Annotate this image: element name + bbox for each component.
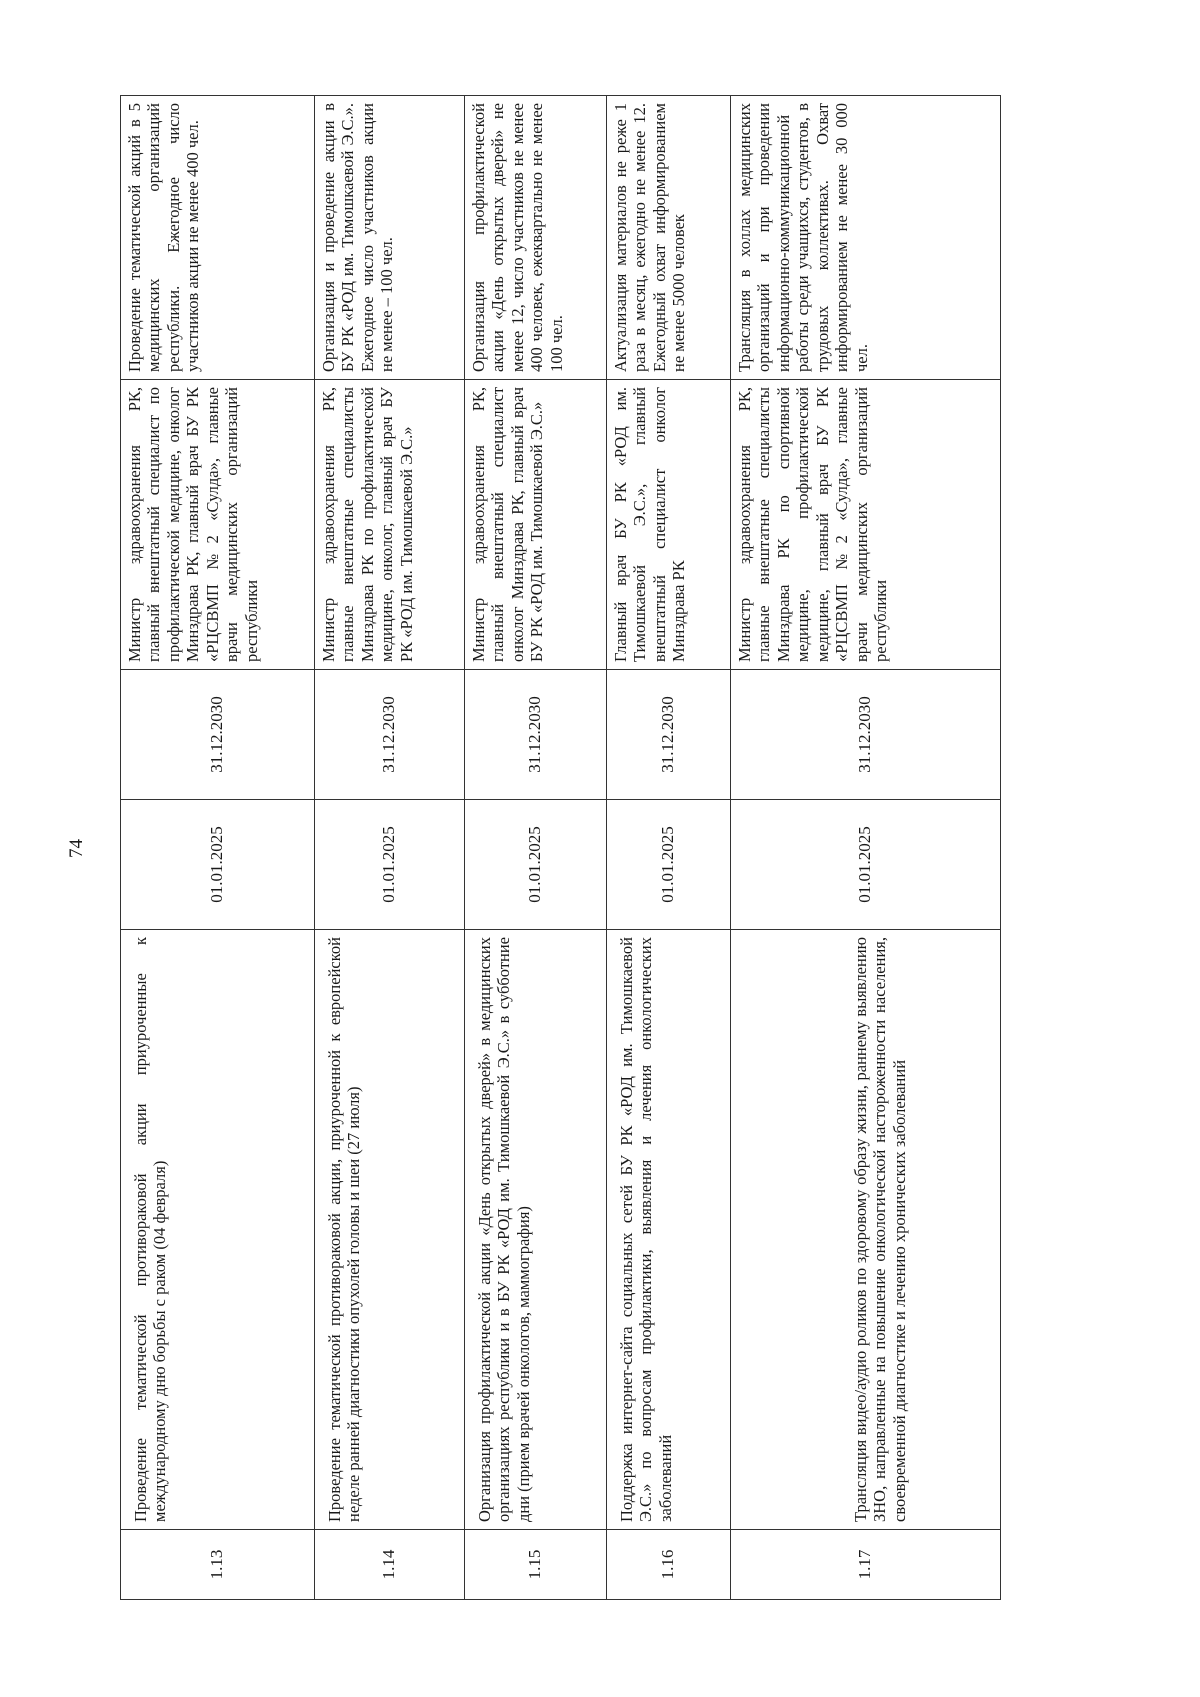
expected-result: Организация и проведение акции в БУ РК «РОД им. Тимошкаевой Э.С.». Ежегодное число участников акции не менее – 100 чел. (315, 96, 465, 380)
expected-result: Актуализация материалов не реже 1 раза в месяц, ежегодно не менее 12. Ежегодный охват информированием не менее 5000 человек (607, 96, 731, 380)
end-date: 31.12.2030 (607, 670, 731, 800)
action-plan-table (120, 96, 1000, 1600)
start-date: 01.01.2025 (121, 800, 315, 930)
end-date: 31.12.2030 (121, 670, 315, 800)
table-row (465, 96, 607, 1600)
row-number: 1.17 (731, 1530, 1001, 1600)
start-date: 01.01.2025 (607, 800, 731, 930)
event-description: Проведение тематической противораковой акции, приуроченной к европейской неделе ранней диагностики опухолей головы и шеи (27 июля) (315, 930, 465, 1530)
start-date: 01.01.2025 (315, 800, 465, 930)
table-row (607, 96, 731, 1600)
row-number: 1.16 (607, 1530, 731, 1600)
end-date: 31.12.2030 (465, 670, 607, 800)
responsible-persons: Главный врач БУ РК «РОД им. Тимошкаевой Э.С.», главный внештатный специалист онколог Минздрава РК (607, 380, 731, 670)
event-description: Проведение тематической противораковой акции приуроченные к международному дню борьбы с раком (04 февраля) (121, 930, 315, 1530)
expected-result: Трансляция в холлах медицинских организаций и при проведении информационно-коммуникационной работы среди учащихся, студентов, в трудовых коллективах. Охват информированием не менее 30 000 чел. (731, 96, 1001, 380)
responsible-persons: Министр здравоохранения РК, главные внештатные специалисты Минздрава РК по профилактической медицине, онколог, главный врач БУ РК «РОД им. Тимошкаевой Э.С.» (315, 380, 465, 670)
responsible-persons: Министр здравоохранения РК, главный внештатный специалист онколог Минздрава РК, главный врач БУ РК «РОД им. Тимошкаевой Э.С.» (465, 380, 607, 670)
table-row (121, 96, 315, 1600)
expected-result: Проведение тематической акций в 5 медицинских организаций республики. Ежегодное число участников акции не менее 400 чел. (121, 96, 315, 380)
responsible-persons: Министр здравоохранения РК, главные внештатные специалисты Минздрава РК по спортивной медицине, профилактической медицине, главный врач БУ РК «РЦСВМП №2 «Сулда», главные врачи медицинских организаций республики (731, 380, 1001, 670)
start-date: 01.01.2025 (731, 800, 1001, 930)
table-row (315, 96, 465, 1600)
event-description: Трансляция видео/аудио роликов по здоровому образу жизни, раннему выявлению ЗНО, направленные на повышение онкологической настороженности населения, своевременной диагностике и лечению хронических заболеваний (731, 930, 1001, 1530)
expected-result: Организация профилактической акции «День открытых дверей» не менее 12, число участников не менее 400 человек, ежеквартально не менее 100 чел. (465, 96, 607, 380)
row-number: 1.13 (121, 1530, 315, 1600)
start-date: 01.01.2025 (465, 800, 607, 930)
table-row (731, 96, 1001, 1600)
page-number: 74 (66, 839, 87, 858)
row-number: 1.15 (465, 1530, 607, 1600)
event-description: Организация профилактической акции «День открытых дверей» в медицинских организациях республики и в БУ РК «РОД им. Тимошкаевой Э.С.» в субботние дни (прием врачей онкологов, маммография) (465, 930, 607, 1530)
row-number: 1.14 (315, 1530, 465, 1600)
end-date: 31.12.2030 (315, 670, 465, 800)
event-description: Поддержка интернет-сайта социальных сетей БУ РК «РОД им. Тимошкаевой Э.С.» по вопросам профилактики, выявления и лечения онкологических заболеваний (607, 930, 731, 1530)
end-date: 31.12.2030 (731, 670, 1001, 800)
responsible-persons: Министр здравоохранения РК, главный внештатный специалист по профилактической медицине, онколог Минздрава РК, главный врач БУ РК «РЦСВМП №2 «Сулда», главные врачи медицинских организаций республики (121, 380, 315, 670)
